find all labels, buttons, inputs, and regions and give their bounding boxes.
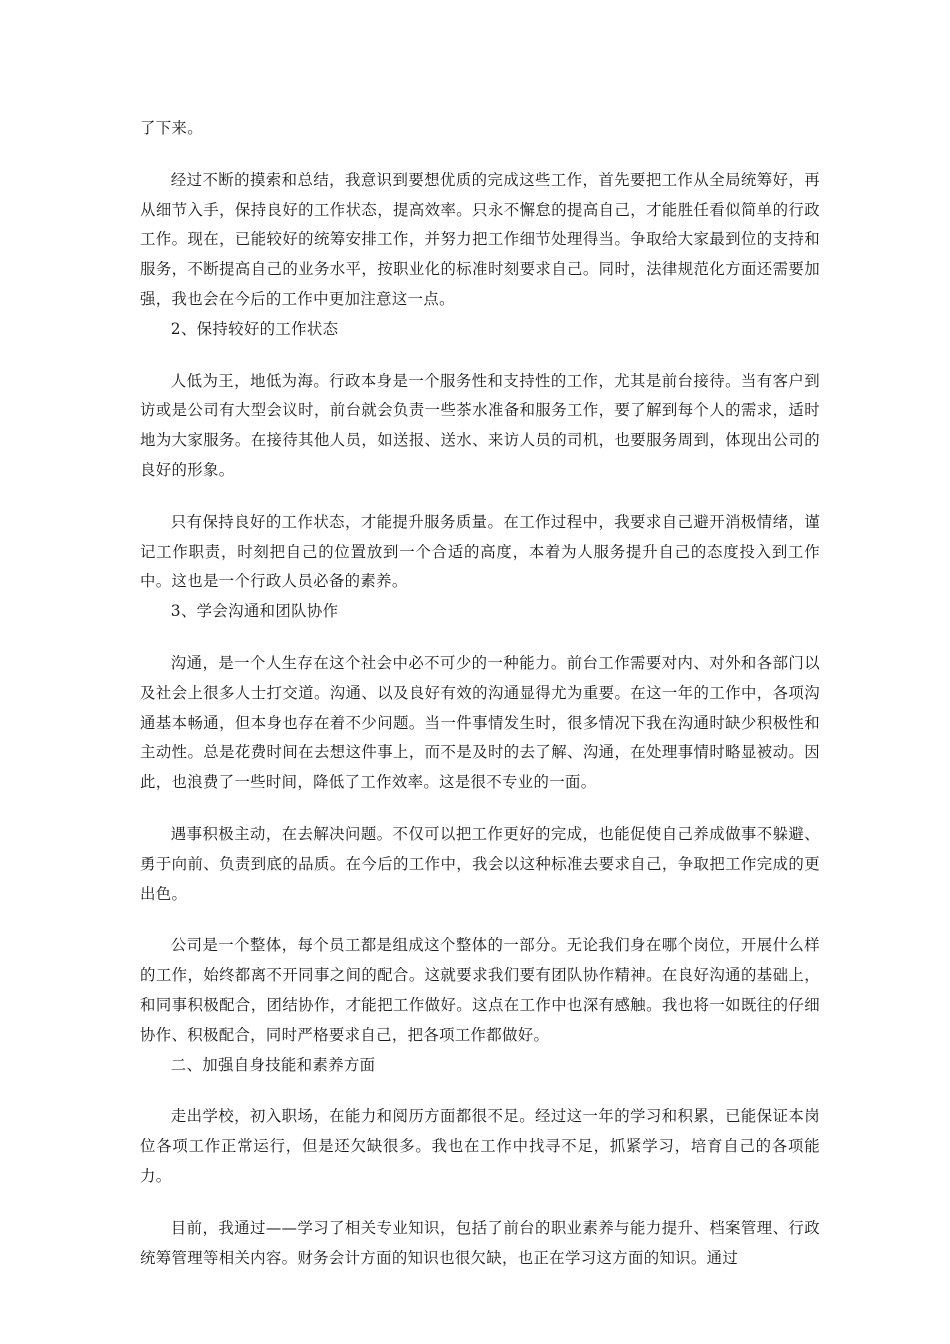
paragraph-learning: 目前，我通过——学习了相关专业知识，包括了前台的职业素养与能力提升、档案管理、行政统筹管理等相关内容。财务会计方面的知识也很欠缺，也正在学习这方面的知识。通过 bbox=[140, 1218, 820, 1267]
section-heading-skills: 二、加强自身技能和素养方面 bbox=[170, 1055, 376, 1074]
paragraph-communication: 沟通，是一个人生存在这个社会中必不可少的一种能力。前台工作需要对内、对外和各部门以及社会上很多人士打交道。沟通、以及良好有效的沟通显得尤为重要。在这一年的工作中，各项沟通基本畅通，但本身也存在着不少问题。当一件事情发生时，很多情况下我在沟通时缺少积极性和主动性。总是花费时间在去想这件事上，而不是及时的去了解、沟通，在处理事情时略显被动。因此，也浪费了一些时间，降低了工作效率。这是很不专业的一面。 bbox=[140, 653, 820, 792]
paragraph-service-attitude: 人低为王，地低为海。行政本身是一个服务性和支持性的工作，尤其是前台接待。当有客户到访或是公司有大型会议时，前台就会负责一些茶水准备和服务工作，要了解到每个人的需求，适时地为大家服务。在接待其他人员，如送报、送水、来访人员的司机，也要服务周到，体现出公司的良好的形象。 bbox=[140, 371, 820, 479]
section-heading-work-state: 2、保持较好的工作状态 bbox=[170, 319, 339, 338]
section-heading-communication: 3、学会沟通和团队协作 bbox=[170, 602, 339, 621]
document-page bbox=[140, 114, 820, 1273]
paragraph-teamwork: 公司是一个整体，每个员工都是组成这个整体的一部分。无论我们身在哪个岗位，开展什么样的工作，始终都离不开同事之间的配合。这就要求我们要有团队协作精神。在良好沟通的基础上，和同事积极配合，团结协作，才能把工作做好。这点在工作中也深有感触。我也将一如既往的仔细协作、积极配合，同时严格要求自己，把各项工作都做好。 bbox=[140, 936, 820, 1044]
paragraph-continuation: 了下来。 bbox=[140, 119, 203, 137]
paragraph-work-planning: 经过不断的摸索和总结，我意识到要想优质的完成这些工作，首先要把工作从全局统筹好，再从细节入手，保持良好的工作状态，提高效率。只永不懈怠的提高自己，才能胜任看似简单的行政工作。现在，已能较好的统筹安排工作，并努力把工作细节处理得当。争取给大家最到位的支持和服务，不断提高自己的业务水平，按职业化的标准时刻要求自己。同时，法律规范化方面还需要加强，我也会在今后的工作中更加注意这一点。 bbox=[140, 170, 820, 308]
paragraph-proactive: 遇事积极主动，在去解决问题。不仅可以把工作更好的完成，也能促使自己养成做事不躲避、勇于向前、负责到底的品质。在今后的工作中，我会以这种标准去要求自己，争取把工作完成的更出色。 bbox=[140, 824, 820, 903]
paragraph-service-quality: 只有保持良好的工作状态，才能提升服务质量。在工作过程中，我要求自己避开消极情绪，谨记工作职责，时刻把自己的位置放到一个合适的高度，本着为人服务提升自己的态度投入到工作中。这也是一个行政人员必备的素养。 bbox=[140, 512, 820, 591]
paragraph-career-start: 走出学校，初入职场，在能力和阅历方面都很不足。经过这一年的学习和积累，已能保证本岗位各项工作正常运行，但是还欠缺很多。我也在工作中找寻不足，抓紧学习，培育自己的各项能力。 bbox=[140, 1107, 820, 1185]
